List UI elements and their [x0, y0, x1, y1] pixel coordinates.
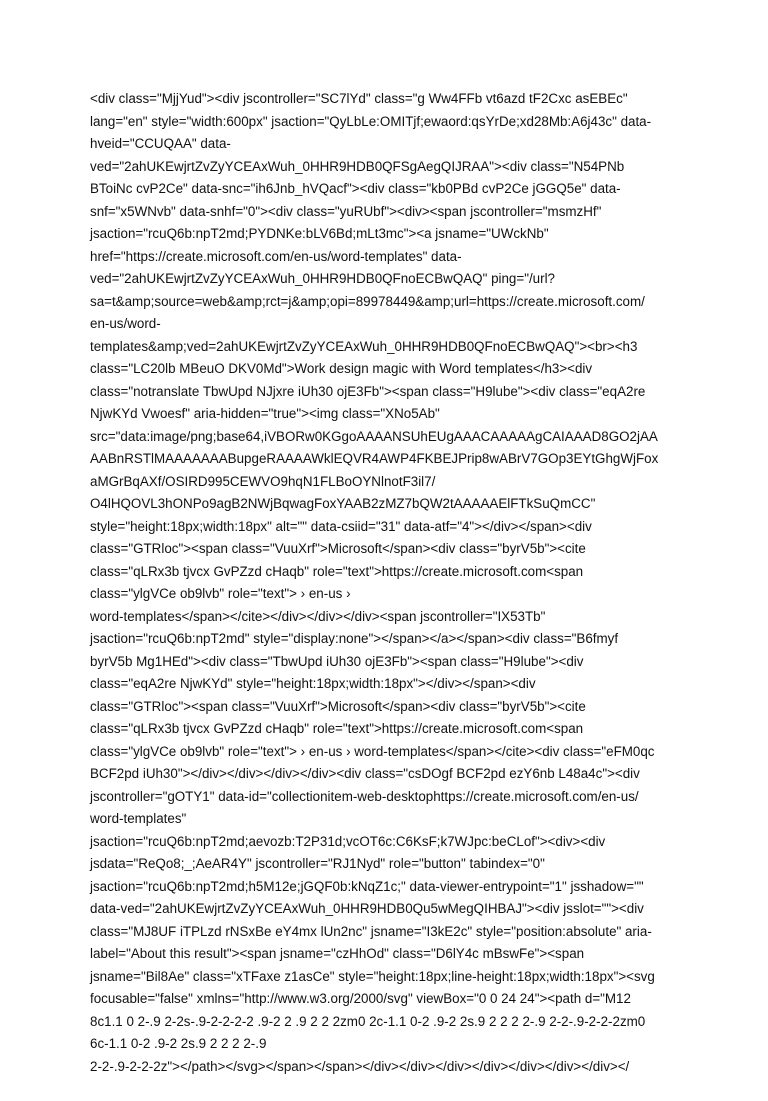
text-line: ved="2ahUKEwjrtZvZyYCEAxWuh_0HHR9HDB0QFSgAegQIJRAA"><div class="N54PNb — [90, 158, 625, 174]
text-line: label="About this result"><span jsname="czHhOd" class="D6lY4c mBswFe"><span — [90, 946, 585, 961]
text-line: jsaction="rcuQ6b:npT2md;aevozb:T2P31d;vcOT6c:C6KsF;k7WJpc:beCLof"><div><div — [90, 833, 606, 849]
text-line: BToiNc cvP2Ce" data-snc="ih6Jnb_hVQacf"><div class="kb0PBd cvP2Ce jGGQ5e" data- — [90, 181, 621, 196]
text-line: class="notranslate TbwUpd NJjxre iUh30 ojE3Fb"><span class="H9lube"><div class="eqA2re — [90, 383, 646, 399]
text-line: jscontroller="gOTY1" data-id="collectionitem-web-desktophttps://create.microsoft.com/en-us/ — [90, 788, 639, 804]
text-line: ved="2ahUKEwjrtZvZyYCEAxWuh_0HHR9HDB0QFnoECBwQAQ" ping="/url? — [90, 271, 556, 286]
text-line: class="GTRloc"><span class="VuuXrf">Microsoft</span><div class="byrV5b"><cite — [90, 541, 586, 556]
text-line: jsname="Bil8Ae" class="xTFaxe z1asCe" style="height:18px;line-height:18px;width:18px"><svg — [90, 968, 655, 984]
text-line: 2-2-.9-2-2-2z"></path></svg></span></span></div></div></div></div></div></div></div></ — [90, 1058, 630, 1074]
text-line: class="GTRloc"><span class="VuuXrf">Microsoft</span><div class="byrV5b"><cite — [90, 698, 586, 714]
text-line: class="qLRx3b tjvcx GvPZzd cHaqb" role="text">https://create.microsoft.com<span — [90, 563, 584, 579]
text-line: BCF2pd iUh30"></div></div></div></div><div class="csDOgf BCF2pd ezY6nb L48a4c"><div — [90, 766, 640, 781]
text-line: NjwKYd Vwoesf" aria-hidden="true"><img class="XNo5Ab" — [90, 406, 440, 421]
text-line: hveid="CCUQAA" data- — [90, 136, 231, 151]
text-line: 8c1.1 0 2-.9 2-2s-.9-2-2-2-2 .9-2 2 .9 2 2 2zm0 2c-1.1 0-2 .9-2 2s.9 2 2 2 2-.9 2-2-.9-2-2-2zm0 — [90, 1013, 646, 1029]
text-line: class="MJ8UF iTPLzd rNSxBe eY4mx lUn2nc" jsname="I3kE2c" style="position:absolute" aria- — [90, 923, 652, 939]
text-line: word-templates" — [90, 811, 187, 826]
text-line: aMGrBqAXf/OSIRD995CEWVO9hqN1FLBoOYNlnotF3il7/ — [90, 473, 436, 489]
text-line: byrV5b Mg1HEd"><div class="TbwUpd iUh30 ojE3Fb"><span class="H9lube"><div — [90, 653, 584, 669]
text-line: O4lHQOVL3hONPo9agB2NWjBqwagFoxYAAB2zMZ7bQW2tAAAAAElFTkSuQmCC" — [90, 496, 596, 511]
text-line: focusable="false" xmlns="http://www.w3.org/2000/svg" viewBox="0 0 24 24"><path d="M12 — [90, 991, 631, 1006]
text-line: class="LC20lb MBeuO DKV0Md">Work design magic with Word templates</h3><div — [90, 361, 593, 376]
text-line: style="height:18px;width:18px" alt="" data-csiid="31" data-atf="4"></div></span><div — [90, 518, 592, 534]
text-line: AABnRSTlMAAAAAAABupgeRAAAAWklEQVR4AWP4FKBEJPrip8wABrV7GOp3EYtGhgWjFox — [90, 451, 659, 466]
text-line — [90, 1078, 690, 1101]
text-line: en-us/word- — [90, 316, 161, 331]
text-line: jsdata="ReQo8;_;AeAR4Y" jscontroller="RJ1Nyd" role="button" tabindex="0" — [90, 856, 545, 871]
text-line: templates&amp;ved=2ahUKEwjrtZvZyYCEAxWuh_0HHR9HDB0QFnoECBwQAQ"><br><h3 — [90, 338, 638, 354]
text-line: word-templates</span></cite></div></div></div><span jscontroller="IX53Tb" — [90, 608, 546, 624]
text-line: jsaction="rcuQ6b:npT2md;h5M12e;jGQF0b:kNqZ1c;" data-viewer-entrypoint="1" jsshadow="" — [90, 878, 644, 894]
text-line: snf="x5WNvb" data-snhf="0"><div class="yuRUbf"><div><span jscontroller="msmzHf" — [90, 203, 602, 219]
text-line: class="eqA2re NjwKYd" style="height:18px;width:18px"></div></span><div — [90, 676, 536, 691]
text-line: <div class="MjjYud"><div jscontroller="SC7lYd" class="g Ww4FFb vt6azd tF2Cxc asEBEc" — [90, 91, 628, 106]
text-line: lang="en" style="width:600px" jsaction="QyLbLe:OMITjf;ewaord:qsYrDe;xd28Mb:A6j43c" data- — [90, 113, 652, 129]
source-code-text — [90, 88, 690, 1101]
text-line: data-ved="2ahUKEwjrtZvZyYCEAxWuh_0HHR9HDB0Qu5wMegQIHBAJ"><div jsslot=""><div — [90, 901, 644, 916]
text-line: jsaction="rcuQ6b:npT2md;PYDNKe:bLV6Bd;mLt3mc"><a jsname="UWckNb" — [90, 226, 549, 241]
text-line: src="data:image/png;base64,iVBORw0KGgoAAAANSUhEUgAAACAAAAAgCAIAAAD8GO2jAA — [90, 428, 658, 444]
text-line: sa=t&amp;source=web&amp;rct=j&amp;opi=89978449&amp;url=https://create.microsoft.com/ — [90, 293, 645, 309]
text-line: class="ylgVCe ob9lvb" role="text"> › en-us › — [90, 586, 351, 601]
text-line: jsaction="rcuQ6b:npT2md" style="display:none"></span></a></span><div class="B6fmyf — [90, 631, 619, 646]
text-line: 6c-1.1 0-2 .9-2 2s.9 2 2 2 2-.9 — [90, 1036, 267, 1051]
text-line: href="https://create.microsoft.com/en-us/word-templates" data- — [90, 248, 462, 264]
text-line: class="ylgVCe ob9lvb" role="text"> › en-us › word-templates</span></cite><div class="eFM0qc — [90, 743, 655, 759]
text-line: class="qLRx3b tjvcx GvPZzd cHaqb" role="text">https://create.microsoft.com<span — [90, 721, 584, 736]
